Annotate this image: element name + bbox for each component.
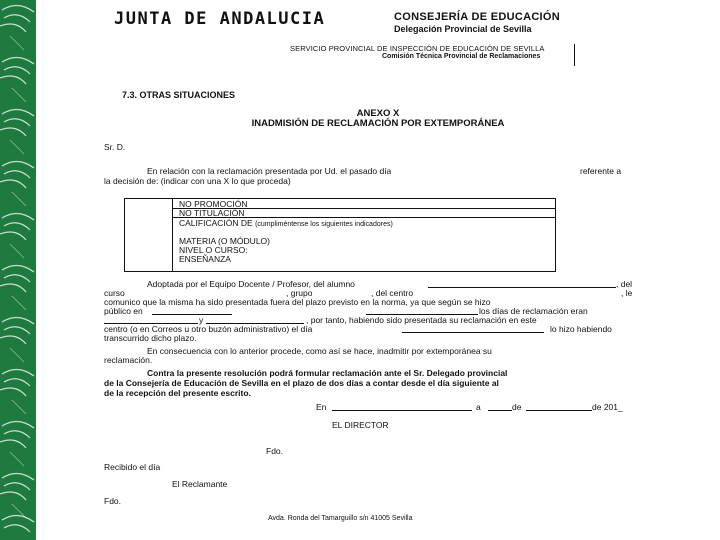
document-page: [36, 0, 720, 540]
option-calificacion-label: CALIFICACIÓN DE: [179, 218, 253, 228]
date-a: a: [476, 402, 481, 412]
para1-a: En relación con la reclamación presentada por Ud. el pasado día: [147, 166, 392, 176]
para2-l2a: curso: [104, 288, 125, 298]
option-no-titulacion: NO TITULACIÓN: [179, 208, 245, 218]
option-materia: MATERIA (O MÓDULO): [179, 236, 270, 246]
header-divider: [574, 44, 575, 66]
para2-l3: comunico que la misma ha sido presentada fuera del plazo previsto en la norma, ya que según se hizo: [104, 297, 491, 307]
para3-l2: reclamación.: [104, 355, 153, 365]
option-nivel: NIVEL O CURSO:: [179, 245, 248, 255]
options-box: [124, 198, 556, 272]
recibido-label: Recibido el día: [104, 462, 161, 472]
servicio-line: SERVICIO PROVINCIAL DE INSPECCIÓN DE EDUCACIÓN DE SEVILLA: [290, 44, 545, 53]
palm-leaf-pattern-icon: [0, 0, 36, 540]
option-ensenanza: ENSEÑANZA: [179, 254, 231, 264]
junta-logo-text: JUNTA DE ANDALUCIA: [114, 9, 326, 29]
delegacion-subtitle: Delegación Provincial de Sevilla: [394, 24, 532, 34]
consejeria-title: CONSEJERÍA DE EDUCACIÓN: [394, 11, 561, 23]
option-calificacion-note: (cumpliméntense los siguientes indicadores): [255, 221, 393, 228]
para4-l2: de la Consejería de Educación de Sevilla en el plazo de dos días a contar desde el día siguiente al: [104, 378, 499, 388]
reclamante-label: El Reclamante: [172, 479, 228, 489]
para2-l2d: , le: [621, 288, 633, 298]
para1-b: referente a: [580, 166, 622, 176]
para3-l1: En consecuencia con lo anterior procede, como así se hace, inadmitir por extemporánea su: [147, 346, 492, 356]
sidebar-pattern: [0, 0, 36, 540]
fdo-director: Fdo.: [266, 446, 284, 456]
director-label: EL DIRECTOR: [332, 420, 389, 430]
date-de1: de: [512, 402, 522, 412]
para2-l6b: lo hizo habiendo: [550, 324, 612, 334]
para2-l5a: y: [199, 315, 204, 325]
fdo-reclamante: Fdo.: [104, 496, 122, 506]
para4-l3: de la recepción del presente escrito.: [104, 388, 251, 398]
section-heading: 7.3. OTRAS SITUACIONES: [122, 90, 236, 100]
para2-l2c: , del centro: [371, 288, 414, 298]
para1-c: la decisión de: (indicar con una X lo que proceda): [104, 176, 291, 186]
para2-l2b: , grupo: [286, 288, 313, 298]
para2-l5b: , por tanto, habiendo sido presentada su reclamación en este: [306, 315, 537, 325]
date-de2: de 201_: [592, 402, 623, 412]
document-title: INADMISIÓN DE RECLAMACIÓN POR EXTEMPORÁNEA: [251, 118, 505, 129]
comision-line: Comisión Técnica Provincial de Reclamaciones: [382, 53, 541, 60]
para2-l4b: los días de reclamación eran: [479, 306, 588, 316]
date-en: En: [316, 402, 327, 412]
option-no-promocion: NO PROMOCIÓN: [179, 199, 248, 209]
footer-address: Avda. Ronda del Tamarguillo s/n 41005 Sevilla: [268, 515, 413, 522]
para2-l1b: , del: [616, 279, 633, 289]
option-calificacion: [179, 218, 393, 228]
para2-l4a: público en: [104, 306, 143, 316]
para2-l7: transcurrido dicho plazo.: [104, 333, 197, 343]
salutation: Sr. D.: [104, 142, 126, 152]
para2-l6a: centro (o en Correos u otro buzón administrativo) el día: [104, 324, 313, 334]
para4-l1: Contra la presente resolución podrá formular reclamación ante el Sr. Delegado provincial: [147, 368, 508, 378]
anexo-heading: ANEXO X: [356, 108, 400, 119]
para2-l1a: Adoptada por el Equipo Docente / Profesor, del alumno: [147, 279, 355, 289]
